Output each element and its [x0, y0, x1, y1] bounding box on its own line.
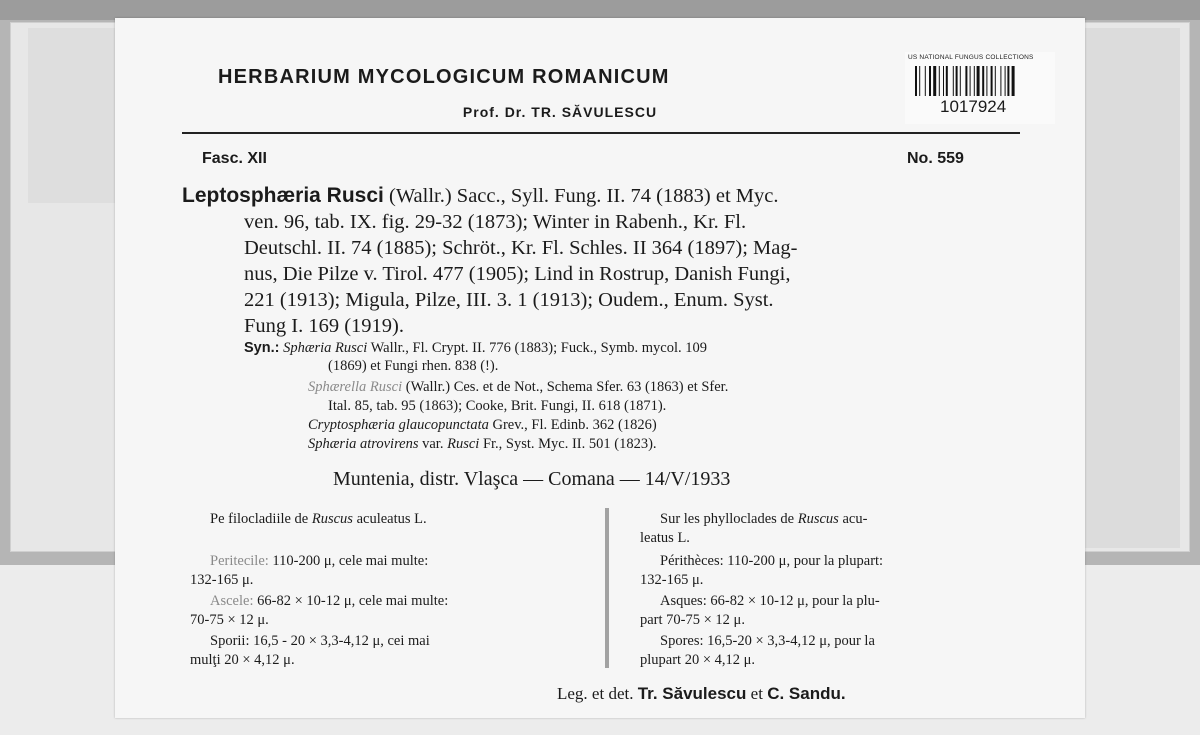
taxon-line-4: nus, Die Pilze v. Tirol. 477 (1905); Lind in Rostrup, Danish Fungi, [244, 263, 791, 285]
ro-perithecia [210, 552, 428, 571]
fr-asci [660, 592, 880, 611]
taxon-text: (Wallr.) Sacc., Syll. Fung. II. 74 (1883) et Myc. [383, 185, 779, 207]
synonym-text: var. [418, 436, 448, 452]
synonym-3 [308, 416, 657, 435]
ro-perithecia-label: Peritecile: [210, 553, 269, 569]
synonym-name: Cryptosphæria glaucopunctata [308, 417, 489, 433]
ro-spores-cont: mulţi 20 × 4,12 μ. [190, 652, 295, 668]
fr-spores-cont: plupart 20 × 4,12 μ. [640, 652, 756, 668]
synonym-name: Sphærella Rusci [308, 379, 403, 395]
ro-asci-cont: 70-75 × 12 μ. [190, 612, 269, 628]
taxon-line-6: Fung I. 169 (1919). [244, 315, 405, 337]
collector-name-1: Tr. Săvulescu [637, 684, 747, 703]
synonym-text: Fr., Syst. Myc. II. 501 (1823). [479, 436, 657, 452]
ro-spores-label: Sporii: [210, 633, 250, 649]
synonym-text: Wallr., Fl. Crypt. II. 776 (1883); Fuck., Symb. mycol. 109 [367, 340, 707, 356]
taxon-line-1 [182, 183, 779, 209]
fascicle: Fasc. XII [202, 150, 267, 167]
synonym-name: Sphæria Rusci [283, 340, 368, 356]
ro-asci-label: Ascele: [210, 593, 254, 609]
fr-perithecia [660, 552, 883, 571]
fr-host-name: Ruscus [797, 511, 839, 527]
synonym-name: Sphæria atrovirens [308, 436, 419, 452]
fr-host-prefix: Sur les phylloclades de [660, 511, 798, 527]
ro-host-suffix: aculeatus L. [352, 511, 427, 527]
ro-host-name: Ruscus [311, 511, 353, 527]
barcode-institution: US NATIONAL FUNGUS COLLECTIONS [908, 54, 1034, 61]
taxon-line-2: ven. 96, tab. IX. fig. 29-32 (1873); Winter in Rabenh., Kr. Fl. [244, 211, 747, 233]
ro-asci-text: 66-82 × 10-12 μ, cele mai multe: [253, 593, 449, 609]
specimen-number: No. 559 [907, 150, 964, 167]
background-top [0, 0, 1200, 20]
synonym-1-cont: (1869) et Fungi rhen. 838 (!). [328, 358, 499, 374]
taxon-name: Leptosphæria Rusci [182, 184, 384, 207]
fr-host [660, 510, 867, 529]
fr-spores [660, 632, 875, 651]
synonym-text: (Wallr.) Ces. et de Not., Schema Sfer. 63 (1863) et Sfer. [402, 379, 729, 395]
fr-host-suffix: acu- [838, 511, 868, 527]
fr-perithecia-text: 110-200 μ, pour la plupart: [723, 553, 884, 569]
fr-host-cont: leatus L. [640, 530, 690, 546]
collector-prefix: Leg. et det. [557, 684, 638, 703]
ro-host [210, 510, 427, 529]
ro-asci [210, 592, 448, 611]
ro-host-prefix: Pe filocladiile de [210, 511, 312, 527]
locality: Muntenia, distr. Vlaşca — Comana — 14/V/1933 [333, 468, 731, 490]
collector-line [557, 684, 846, 704]
synonym-label: Syn.: [244, 340, 280, 356]
fr-asci-label: Asques: [660, 593, 707, 609]
taxon-line-5: 221 (1913); Migula, Pilze, III. 3. 1 (1913); Oudem., Enum. Syst. [244, 289, 774, 311]
ro-spores-text: 16,5 - 20 × 3,3-4,12 μ, cei mai [249, 633, 430, 649]
synonym-2 [308, 378, 728, 397]
fr-perithecia-label: Périthèces: [660, 553, 724, 569]
synonym-name: Rusci [447, 436, 480, 452]
fr-spores-label: Spores: [660, 633, 704, 649]
taxon-line-3: Deutschl. II. 74 (1885); Schröt., Kr. Fl. Schles. II 364 (1897); Mag- [244, 237, 798, 259]
herbarium-subtitle: Prof. Dr. TR. SĂVULESCU [462, 104, 658, 120]
barcode-number: 1017924 [940, 97, 1007, 116]
ro-perithecia-cont: 132-165 μ. [190, 572, 254, 588]
herbarium-title: HERBARIUM MYCOLOGICUM ROMANICUM [218, 66, 670, 88]
fr-asci-cont: part 70-75 × 12 μ. [640, 612, 745, 628]
fr-perithecia-cont: 132-165 μ. [640, 572, 704, 588]
synonym-4 [308, 435, 657, 454]
ro-perithecia-text: 110-200 μ, cele mai multe: [268, 553, 429, 569]
column-divider [605, 508, 609, 668]
collector-name-2: C. Sandu. [767, 684, 846, 703]
barcode-image [915, 66, 1045, 96]
fr-asci-text: 66-82 × 10-12 μ, pour la plu- [706, 593, 880, 609]
synonym-2-cont: Ital. 85, tab. 95 (1863); Cooke, Brit. Fungi, II. 618 (1871). [328, 398, 667, 414]
ro-spores [210, 632, 430, 651]
synonym-text: Grev., Fl. Edinb. 362 (1826) [488, 417, 657, 433]
header-rule [182, 132, 1020, 134]
collector-mid: et [746, 684, 768, 703]
synonym-1 [244, 339, 707, 358]
fr-spores-text: 16,5-20 × 3,3-4,12 μ, pour la [703, 633, 875, 649]
